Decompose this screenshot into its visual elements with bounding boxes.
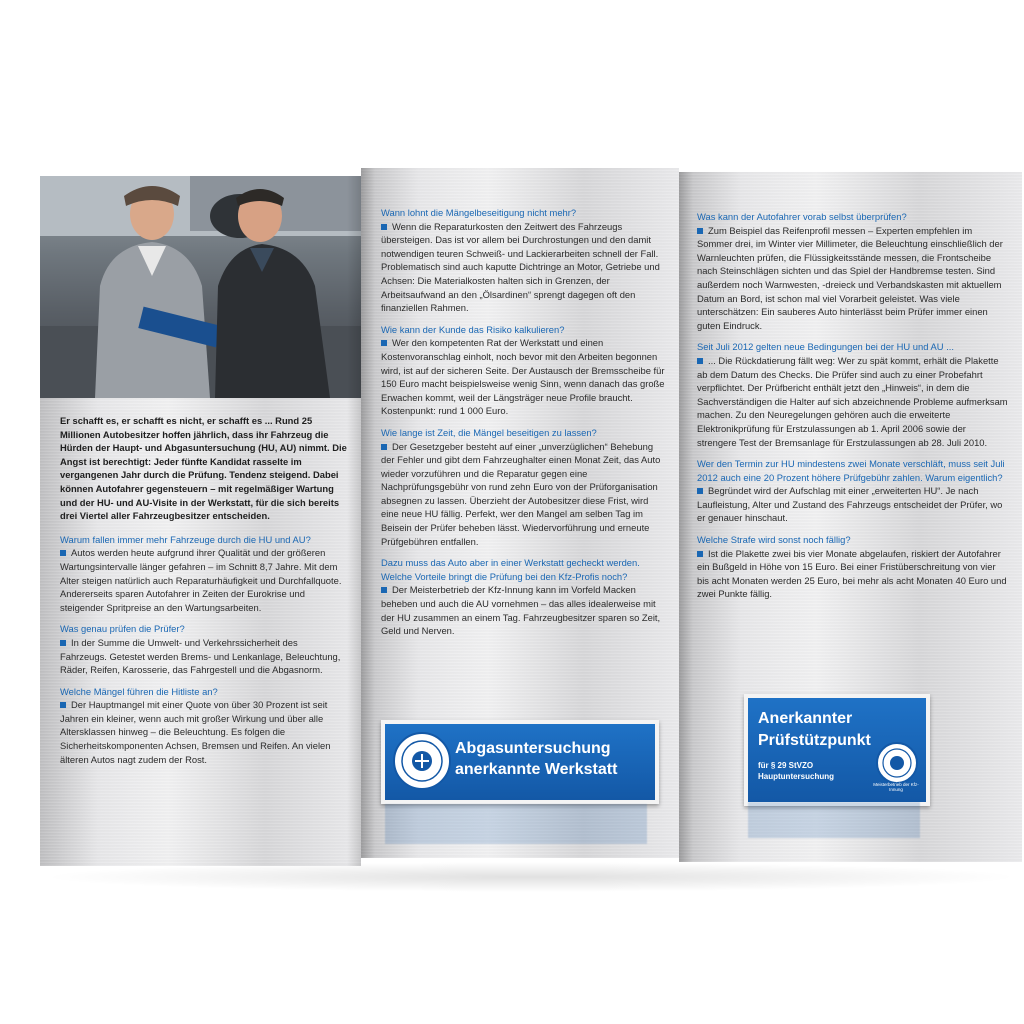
- answer-text: Ist die Plakette zwei bis vier Monate abgelaufen, riskiert der Autofahrer ein Bußgeld in Höhe von 15 Euro. Bei einer Fristüberschreitung von vier bis acht Monaten werden 25 Euro, bei mehr als acht Monaten 40 Euro und zwei Punkte fällig.: [697, 547, 1007, 600]
- answer-text: Zum Beispiel das Reifenprofil messen – Experten empfehlen im Sommer drei, im Winter vier Millimeter, die Beleuchtung einschließlich der Warnleuchten prüfen, die Flüssigkeitsstände messen, die Frontscheibe nach Steinschlägen sichten und das Spiel der Handbremse testen. Sind außerdem noch Warnwesten, -dreieck und Verbandskasten mit aktuellem Datum an Bord, ist schon mal viel Vorarbeit geleistet. Was viele unterschätzen: Ein sauberes Auto hinterlässt beim Prüfer immer einen guten Eindruck.: [697, 224, 1003, 331]
- drop-shadow: [40, 862, 1022, 892]
- question-heading: Welche Strafe wird sonst noch fällig?: [697, 534, 851, 546]
- square-bullet-icon: [697, 358, 703, 364]
- square-bullet-icon: [60, 640, 66, 646]
- square-bullet-icon: [697, 228, 703, 234]
- panel-left-content: [60, 414, 347, 766]
- badge-title: Abgasuntersuchung anerkannte Werkstatt: [455, 740, 618, 778]
- question-heading: Wie kann der Kunde das Risiko kalkulieren?: [381, 323, 565, 335]
- answer-text: Autos werden heute aufgrund ihrer Qualität und der größeren Wartungsintervalle länger gefahren – im Schnitt 8,7 Jahre. Mit dem Alter steigen natürlich auch Reparaturhäufigkeit und Durchfallquote. Andererseits sparen Autofahrer in Zeiten der Eurokrise und steigender Spritpreise an den Wartungsarbeiten.: [60, 547, 342, 613]
- question-heading: Wie lange ist Zeit, die Mängel beseitigen zu lassen?: [381, 426, 597, 438]
- answer-text: In der Summe die Umwelt- und Verkehrssicherheit des Fahrzeugs. Getestet werden Brems- und Lenkanlage, Beleuchtung, Räder, Reifen, Karosserie, das Fahrgestell und die Abgasnorm.: [60, 636, 341, 676]
- inspection-point-badge: [744, 694, 930, 806]
- square-bullet-icon: [381, 587, 387, 593]
- question-heading: Warum fallen immer mehr Fahrzeuge durch die HU und AU?: [60, 533, 311, 545]
- question-heading: Was genau prüfen die Prüfer?: [60, 623, 185, 635]
- mechanic-photo: [40, 176, 361, 398]
- fold-shadow: [361, 168, 375, 858]
- answer-text: Der Meisterbetrieb der Kfz-Innung kann im Vorfeld Macken beheben und auch die AU vornehmen – das alles idealerweise mit der HU zusammen an einem Tag. Fahrzeugbesitzer sparen so Zeit, Geld und Nerven.: [381, 584, 661, 637]
- fold-shadow: [347, 176, 361, 866]
- answer-text: Wer den kompetenten Rat der Werkstatt und einen Kostenvoranschlag einholt, noch bevor mit den Arbeiten begonnen wird, ist auf der sicheren Seite. Der Austausch der Bremsscheibe für 150 Euro macht beispielsweise wenig Sinn, wenn danach das große Erwachen kommt, weil der Längsträger neue Profile braucht. Kostenpunkt: rund 1 000 Euro.: [381, 337, 665, 417]
- panel-middle: [361, 168, 679, 858]
- mechanic-photo-illustration: [40, 176, 361, 398]
- trade-seal-icon: [876, 742, 918, 784]
- question-heading: Was kann der Autofahrer vorab selbst überprüfen?: [697, 211, 907, 222]
- badge-reflection: [748, 802, 920, 838]
- question-heading: Seit Juli 2012 gelten neue Bedingungen bei der HU und AU ...: [697, 341, 954, 353]
- badge-reflection: [385, 804, 647, 844]
- answer-text: Der Hauptmangel mit einer Quote von über 30 Prozent ist seit Jahren ein kleiner, wenn auch mit großer Wirkung und über alle Altersklassen hinweg – die Beleuchtung. Es folgen die Sicherheitskomponenten Achsen, Bremsen und Reifen. An vielen älteren Autos nagt zudem der Rost.: [60, 699, 331, 765]
- panel-right-content: [697, 210, 1008, 601]
- intro-text: Er schafft es, er schafft es nicht, er schafft es ... Rund 25 Millionen Autobesitzer hoffen jährlich, dass ihr Fahrzeug die Hürden der Haupt- und Abgasuntersuchung (HU, AU) nimmt. Die Angst ist berechtigt: Jeder fünfte Kandidat rasselte im vergangenen Jahr durch die Prüfung. Tendenz steigend. Dabei können Autofahrer gegensteuern – mit regelmäßiger Wartung und der HU- und AU-Visite in der Werkstatt, für die sich bereits drei Viertel aller Fahrzeugbesitzer entscheiden.: [60, 415, 347, 522]
- emission-test-badge: [381, 720, 659, 804]
- square-bullet-icon: [60, 702, 66, 708]
- answer-text: Wenn die Reparaturkosten den Zeitwert des Fahrzeugs übersteigen. Das ist vor allem bei Durchrostungen und den damit notwendigen teuren Schweiß- und Lackierarbeiten schnell der Fall. Problematisch sind auch kaputte Dichtringe an Motor, Getriebe und Achsen: Die Materialkosten halten sich in Grenzen, der Arbeitsaufwand an den „Ölsardinen“ sprengt dagegen oft den finanziellen Rahmen.: [381, 220, 660, 314]
- answer-text: ... Die Rückdatierung fällt weg: Wer zu spät kommt, erhält die Plakette ab dem Datum des Checks. Die Prüfer sind auch zu einer Probefahrt verpflichtet. Der Prüfbericht enthält jetzt den „Hinweis“, in dem die Sachverständigen die Halter auf sich abzeichnende Probleme aufmerksam machen. Zu den Neuregelungen gehören auch die erweiterte Elektronikprüfung für Erstzulassungen ab 1. April 2006 sowie der strengere Test der Bremsanlage für Erstzulassungen ab 28. Juli 2010.: [697, 354, 1008, 448]
- trade-seal-graphic: [878, 744, 916, 782]
- answer-text: Der Gesetzgeber besteht auf einer „unverzüglichen“ Behebung der Fehler und gibt dem Fahrzeughalter einen Monat Zeit, das Auto wieder vorzuführen und die Reparatur gegen eine Nachprüfungsgebühr von rund zehn Euro von der Prüforganisation absegnen zu lassen. Überzieht der Autobesitzer diese Frist, wird eine neue HU fällig. Perfekt, wer den Mangel am selben Tag im Beisein der Prüfer beheben lässt. Wiedervorführung und erneute Prüfgebühren entfallen.: [381, 440, 661, 547]
- square-bullet-icon: [381, 340, 387, 346]
- badge-subtitle: für § 29 StVZO Hauptuntersuchung: [758, 761, 834, 781]
- badge-title: Anerkannter Prüfstützpunkt: [758, 710, 871, 749]
- question-heading: Welche Mängel führen die Hitliste an?: [60, 685, 218, 697]
- square-bullet-icon: [60, 550, 66, 556]
- square-bullet-icon: [381, 444, 387, 450]
- panel-middle-content: [381, 206, 665, 638]
- trade-seal-graphic: [395, 734, 449, 788]
- question-heading: Wer den Termin zur HU mindestens zwei Monate verschläft, muss seit Juli 2012 auch eine 20 Prozent höhere Prüfgebühr zahlen. Warum eigentlich?: [697, 458, 1005, 483]
- seal-caption: Meisterbetrieb der Kfz-Innung: [873, 782, 919, 792]
- answer-text: Begründet wird der Aufschlag mit einer „erweiterten HU“. Je nach Laufleistung, Alter und Zustand des Fahrzeugs entscheidet der Prüfer, wo er genauer hinschaut.: [697, 485, 1003, 524]
- panel-left: [40, 176, 361, 866]
- question-heading: Wann lohnt die Mängelbeseitigung nicht mehr?: [381, 207, 577, 218]
- question-heading: Dazu muss das Auto aber in einer Werkstatt gecheckt werden. Welche Vorteile bringt die Prüfung bei den Kfz-Profis noch?: [381, 557, 640, 582]
- panel-right: [679, 172, 1022, 862]
- brochure: [40, 168, 1022, 868]
- fold-shadow: [679, 172, 693, 862]
- square-bullet-icon: [697, 551, 703, 557]
- trade-seal-icon: [393, 732, 451, 790]
- square-bullet-icon: [697, 488, 703, 494]
- square-bullet-icon: [381, 224, 387, 230]
